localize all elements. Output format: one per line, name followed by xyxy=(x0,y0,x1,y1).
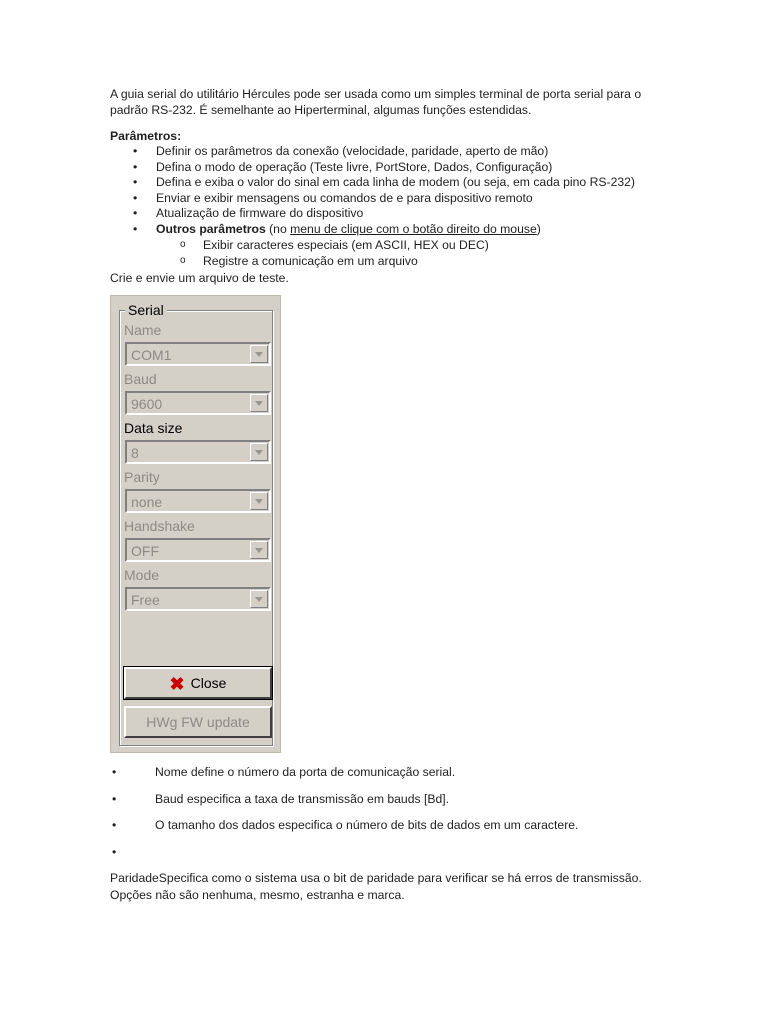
serial-legend: Serial xyxy=(125,302,167,318)
bullet-icon: • xyxy=(112,792,117,806)
chevron-down-icon[interactable] xyxy=(250,443,268,461)
serial-panel xyxy=(110,295,281,753)
bullet-icon: • xyxy=(133,160,138,174)
close-button-label: Close xyxy=(190,675,227,691)
close-button[interactable] xyxy=(124,667,272,699)
description-item: Nome define o número da porta de comunicação serial. xyxy=(155,765,456,779)
chevron-down-icon[interactable] xyxy=(250,492,268,510)
bullet-icon: • xyxy=(133,144,138,158)
other-params-pre: (no xyxy=(265,222,291,236)
data-size-combo[interactable] xyxy=(125,440,271,464)
bullet-icon: • xyxy=(112,765,117,779)
chevron-down-icon[interactable] xyxy=(250,345,268,363)
intro-line-2: padrão RS-232. É semelhante ao Hiperterminal, algumas funções estendidas. xyxy=(110,103,532,117)
name-combo[interactable] xyxy=(125,342,271,366)
param-sub-item: Registre a comunicação em um arquivo xyxy=(203,254,418,268)
params-heading: Parâmetros: xyxy=(110,129,182,143)
data-size-label: Data size xyxy=(124,420,183,436)
handshake-combo[interactable] xyxy=(125,538,271,562)
bullet-icon: • xyxy=(133,191,138,205)
baud-label: Baud xyxy=(124,371,157,387)
other-params-bold: Outros parâmetros xyxy=(156,222,266,236)
description-item: Baud especifica a taxa de transmissão em bauds [Bd]. xyxy=(155,792,450,806)
param-sub-item: Exibir caracteres especiais (em ASCII, HEX ou DEC) xyxy=(203,238,489,252)
chevron-down-icon[interactable] xyxy=(250,590,268,608)
bullet-icon: • xyxy=(133,222,138,236)
context-menu-link[interactable]: menu de clique com o botão direito do mouse xyxy=(290,222,537,236)
close-icon: ✖ xyxy=(169,674,185,694)
name-label: Name xyxy=(124,322,162,338)
param-item: Defina o modo de operação (Teste livre, PortStore, Dados, Configuração) xyxy=(156,160,553,174)
param-item: Atualização de firmware do dispositivo xyxy=(156,206,364,220)
parity-value: none xyxy=(131,494,163,510)
create-file-line: Crie e envie um arquivo de teste. xyxy=(110,271,289,285)
baud-combo[interactable] xyxy=(125,391,271,415)
sub-bullet-icon: o xyxy=(180,239,186,250)
bullet-icon: • xyxy=(112,818,117,832)
param-item: Enviar e exibir mensagens ou comandos de e para dispositivo remoto xyxy=(156,191,533,205)
parity-label: Parity xyxy=(124,469,160,485)
bullet-icon: • xyxy=(112,845,117,859)
mode-label: Mode xyxy=(124,567,160,583)
mode-combo[interactable] xyxy=(125,587,271,611)
other-params-post: ) xyxy=(536,222,541,236)
param-item: Definir os parâmetros da conexão (velocidade, paridade, aperto de mão) xyxy=(156,144,549,158)
parity-line-2: Opções não são nenhuma, mesmo, estranha e marca. xyxy=(110,888,405,902)
chevron-down-icon[interactable] xyxy=(250,541,268,559)
data-size-value: 8 xyxy=(131,445,139,461)
intro-line-1: A guia serial do utilitário Hércules pode ser usada como um simples terminal de porta serial para o xyxy=(110,87,642,101)
handshake-value: OFF xyxy=(131,543,159,559)
sub-bullet-icon: o xyxy=(180,255,186,266)
handshake-label: Handshake xyxy=(124,518,195,534)
description-item: O tamanho dos dados especifica o número de bits de dados em um caractere. xyxy=(155,818,579,832)
name-value: COM1 xyxy=(131,347,172,363)
mode-value: Free xyxy=(131,592,160,608)
baud-value: 9600 xyxy=(131,396,163,412)
parity-line-1: ParidadeSpecifica como o sistema usa o bit de paridade para verificar se há erros de transmissão. xyxy=(110,871,642,885)
fw-update-button[interactable]: HWg FW update xyxy=(124,706,272,738)
param-item-other xyxy=(156,222,541,236)
param-item: Defina e exiba o valor do sinal em cada linha de modem (ou seja, em cada pino RS-232) xyxy=(156,175,635,189)
chevron-down-icon[interactable] xyxy=(250,394,268,412)
bullet-icon: • xyxy=(133,175,138,189)
parity-combo[interactable] xyxy=(125,489,271,513)
bullet-icon: • xyxy=(133,206,138,220)
